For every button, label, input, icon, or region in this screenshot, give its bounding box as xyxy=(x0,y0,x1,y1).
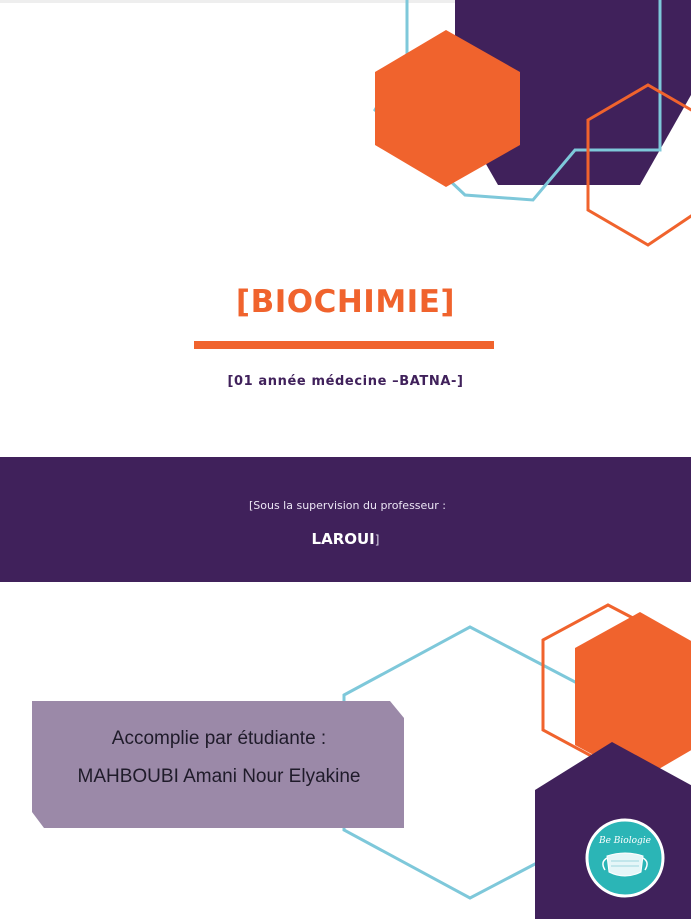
student-name-box xyxy=(32,701,404,828)
accomplished-label: Accomplie par étudiante : xyxy=(111,728,327,749)
face-mask-icon xyxy=(603,853,647,876)
professor-closing-bracket: ] xyxy=(374,533,380,547)
student-name: MAHBOUBI Amani Nour Elyakine xyxy=(77,766,361,787)
logo-text: Be Biologie xyxy=(599,836,651,846)
supervision-label: [Sous la supervision du professeur : xyxy=(248,499,447,512)
professor-name: LAROUI xyxy=(311,530,375,548)
document-subtitle: [01 année médecine –BATNA-] xyxy=(227,374,464,389)
document-title: [BIOCHIMIE] xyxy=(235,284,456,320)
be-biologie-logo xyxy=(585,818,665,898)
